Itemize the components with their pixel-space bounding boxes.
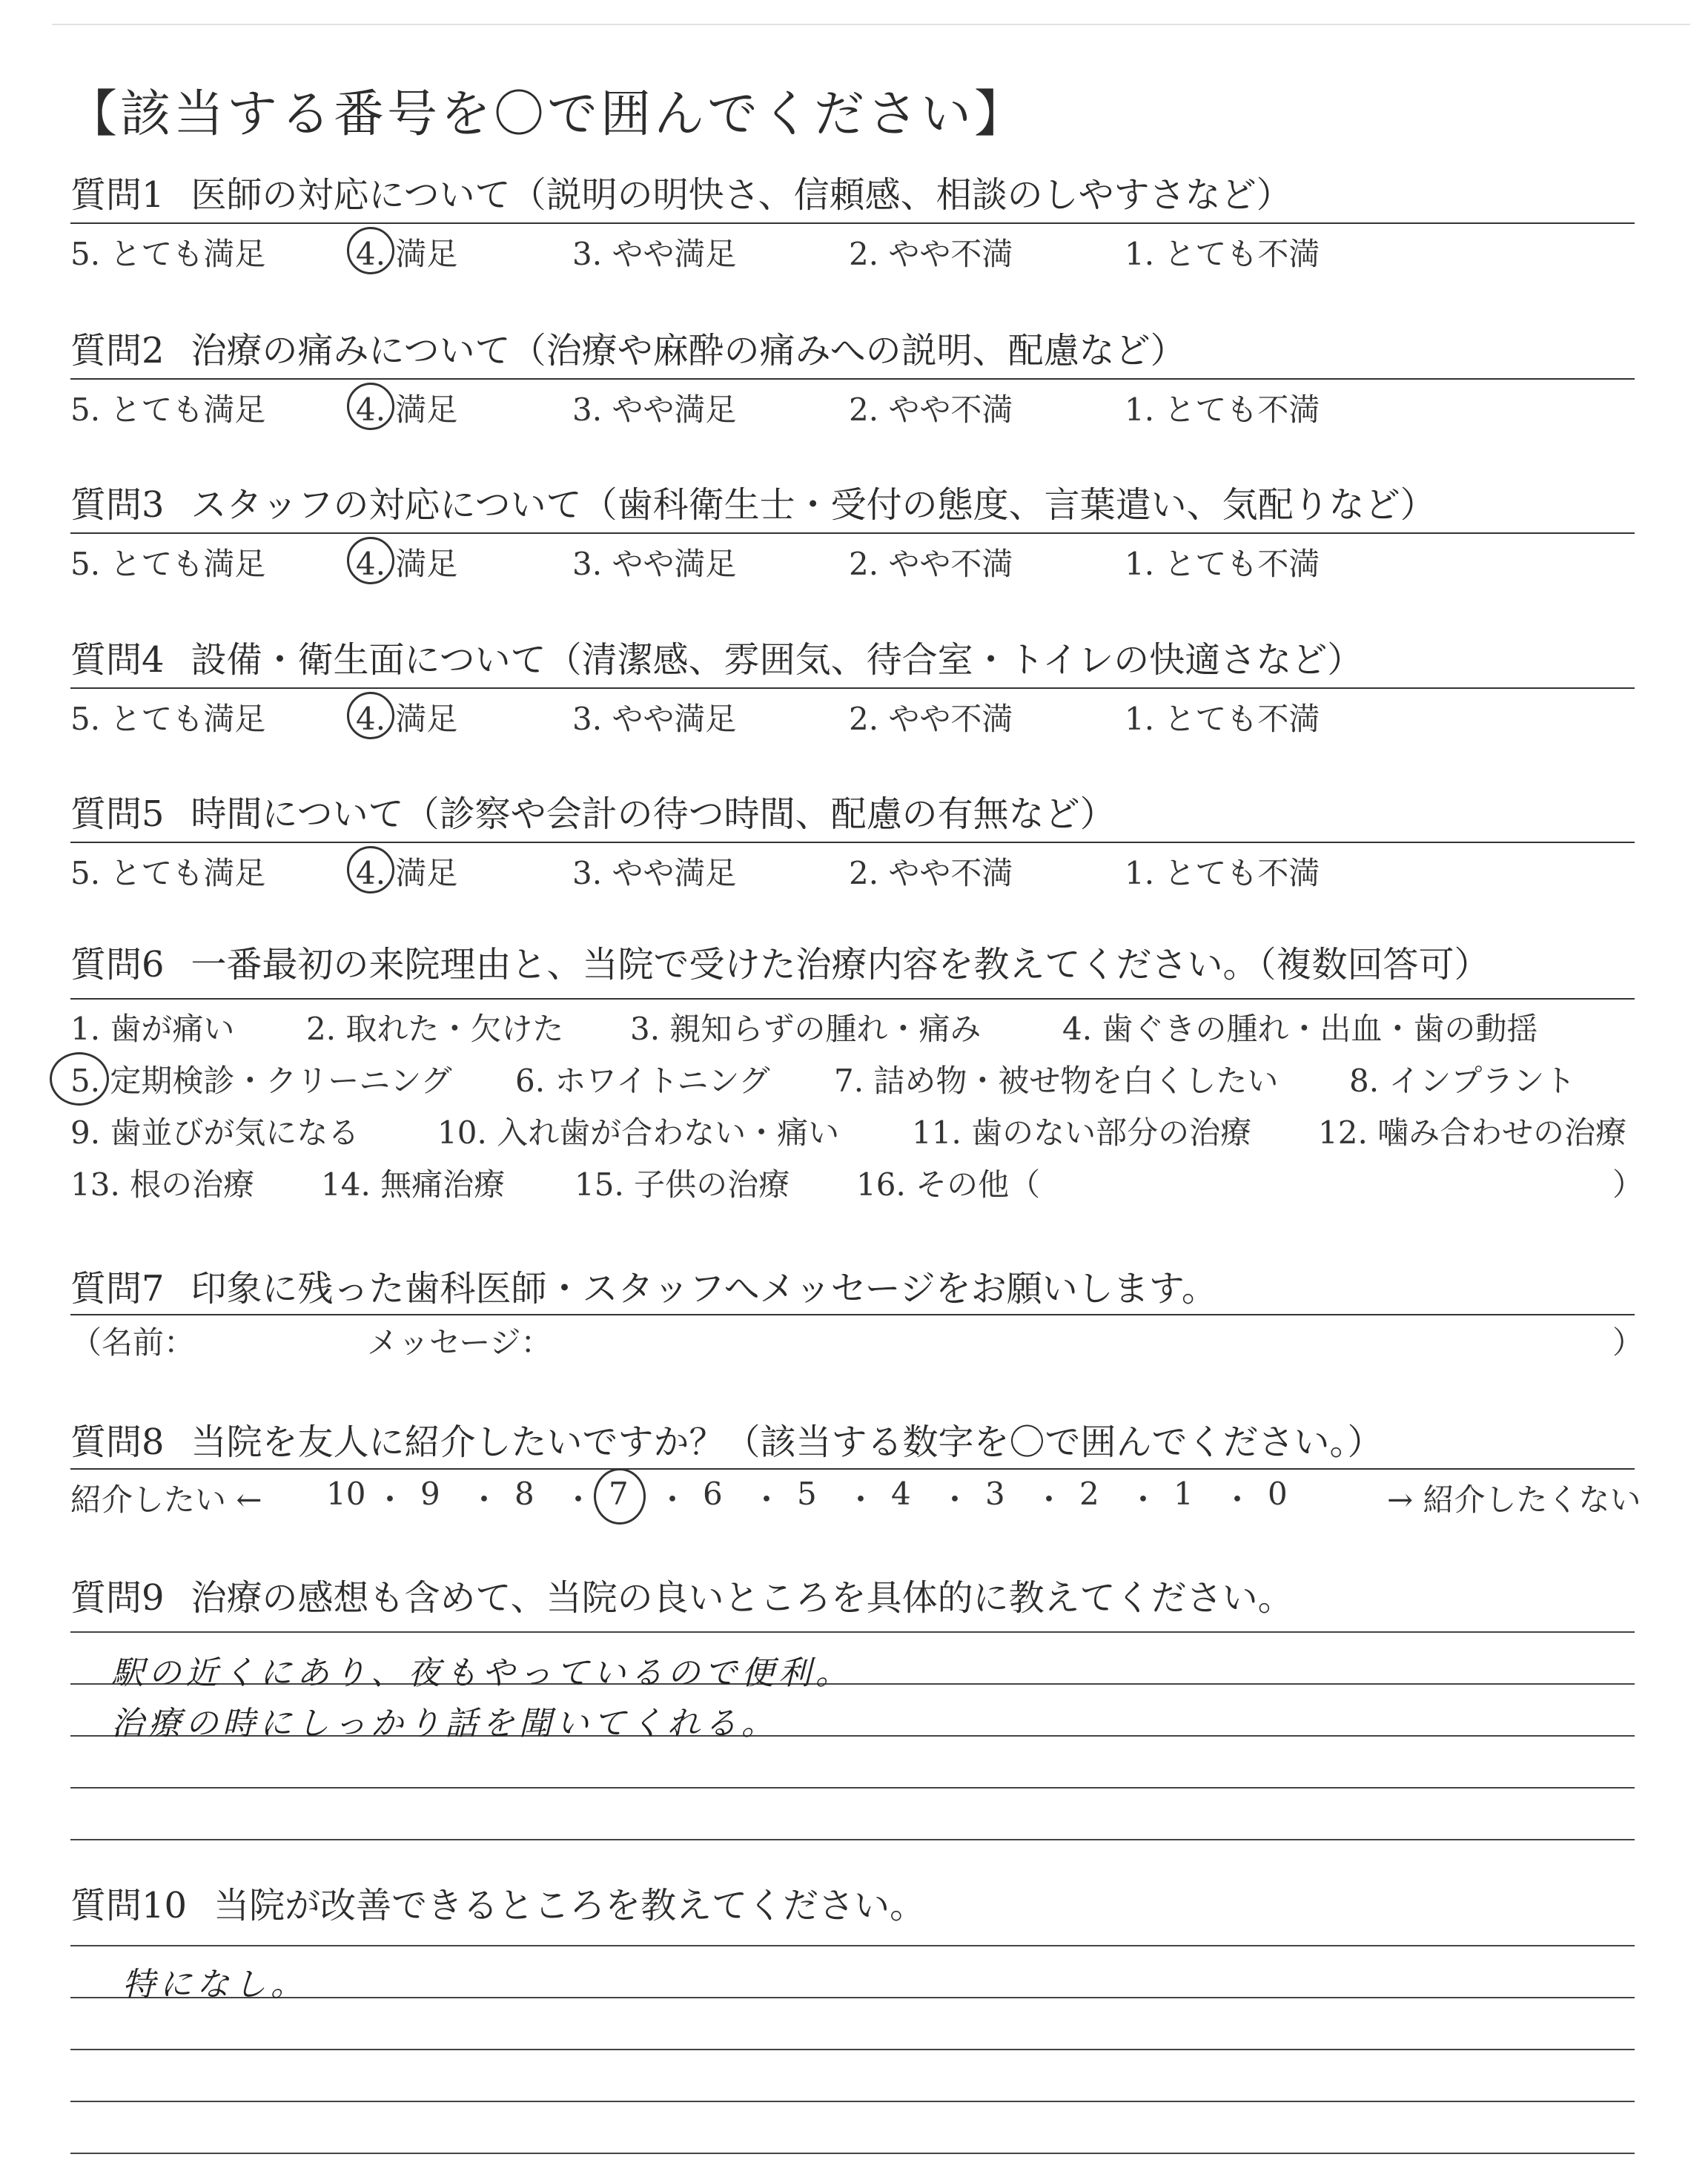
rating-option[interactable]: 3. やや満足 [572,546,737,582]
handwritten-answer: 駅の近くにあり、夜もやっているので便利。 [111,1654,853,1692]
q6-option[interactable]: 4. 歯ぐきの腫れ・出血・歯の動揺 [1062,1011,1538,1047]
scale-number[interactable]: 8 [514,1476,534,1512]
selection-circle [347,227,394,274]
rating-option[interactable]: 3. やや満足 [572,236,737,272]
question-6 [70,940,1635,989]
scale-number[interactable]: 10 [326,1476,366,1512]
scale-number[interactable]: 5 [797,1476,817,1512]
q6-option[interactable]: 14. 無痛治療 [321,1166,506,1203]
question-rule [70,687,1635,689]
answer-line [70,1839,1635,1840]
question-text: 時間について（診察や会計の待つ時間、配慮の有無など） [191,793,1116,835]
rating-option[interactable]: 1. とても不満 [1125,392,1320,428]
rating-option[interactable]: 5. とても満足 [70,701,266,737]
q6-option[interactable]: 9. 歯並びが気になる [70,1114,360,1151]
scale-separator: ・ [374,1482,406,1518]
rating-option[interactable]: 4. 満足 [356,701,458,737]
question-number: 質問4 [70,639,165,681]
selection-circle [594,1468,646,1525]
rating-option[interactable]: 2. やや不満 [849,236,1013,272]
scale-number[interactable]: 2 [1079,1476,1099,1512]
selection-circle [347,692,394,739]
question-text: スタッフの対応について（歯科衛生士・受付の態度、言葉遣い、気配りなど） [191,484,1436,526]
question-rule [70,842,1635,843]
question-number: 質問3 [70,484,165,526]
selection-circle [347,846,394,894]
scale-separator: ・ [751,1482,783,1518]
rating-option[interactable]: 2. やや不満 [849,392,1013,428]
selection-circle [347,383,394,430]
question-rule [70,1314,1635,1315]
answer-line [70,1945,1635,1946]
question-text: 当院が改善できるところを教えてください。 [214,1885,926,1926]
question-3 [70,480,1635,529]
q6-close-paren: ） [1612,1166,1644,1203]
question-number: 質問7 [70,1268,165,1309]
question-rule [70,998,1635,1000]
rating-option[interactable]: 4. 満足 [356,855,458,891]
rating-option[interactable]: 3. やや満足 [572,855,737,891]
scale-number[interactable]: 7 [609,1476,629,1512]
scale-number[interactable]: 6 [703,1476,723,1512]
question-number: 質問8 [70,1421,165,1463]
scale-number[interactable]: 9 [420,1476,440,1512]
q6-option[interactable]: 3. 親知らずの腫れ・痛み [630,1011,982,1047]
q6-option[interactable]: 13. 根の治療 [70,1166,255,1203]
question-number: 質問6 [70,944,165,985]
question-7 [70,1264,1635,1313]
q6-option[interactable]: 1. 歯が痛い [70,1011,235,1047]
question-1 [70,171,1635,219]
scale-separator: ・ [563,1482,595,1518]
message-field-label: メッセージ： [367,1324,552,1361]
question-text: 印象に残った歯科医師・スタッフへメッセージをお願いします。 [191,1268,1217,1309]
question-text: 医師の対応について（説明の明快さ、信頼感、相談のしやすさなど） [191,174,1292,216]
handwritten-answer: 特になし。 [122,1966,308,2004]
form-title: 【該当する番号を〇で囲んでください】 [67,85,1028,144]
rating-option[interactable]: 5. とても満足 [70,855,266,891]
question-rule [70,532,1635,534]
q6-option[interactable]: 2. 取れた・欠けた [306,1011,564,1047]
scale-separator: ・ [657,1482,689,1518]
scale-separator: ・ [845,1482,877,1518]
question-text: 設備・衛生面について（清潔感、雰囲気、待合室・トイレの快適さなど） [191,639,1363,681]
q6-option[interactable]: 16. その他（ [856,1166,1041,1203]
question-number: 質問5 [70,793,165,835]
scale-separator: ・ [1128,1482,1159,1518]
scale-separator: ・ [939,1482,971,1518]
rating-option[interactable]: 1. とても不満 [1125,701,1320,737]
question-rule [70,222,1635,224]
top-border [52,24,1690,25]
answer-line [70,2049,1635,2050]
q6-option[interactable]: 6. ホワイトニング [515,1063,770,1099]
rating-option[interactable]: 2. やや不満 [849,546,1013,582]
question-10 [70,1881,1635,1930]
question-text: 治療の感想も含めて、当院の良いところを具体的に教えてください。 [191,1577,1294,1619]
answer-line [70,1787,1635,1789]
scale-number[interactable]: 3 [985,1476,1005,1512]
question-2 [70,326,1635,375]
rating-option[interactable]: 3. やや満足 [572,392,737,428]
rating-option[interactable]: 1. とても不満 [1125,236,1320,272]
answer-line [70,1631,1635,1633]
scale-left-label: 紹介したい ← [70,1482,262,1518]
scale-right-label: → 紹介したくない [1387,1482,1641,1518]
scale-separator: ・ [1033,1482,1065,1518]
scale-separator: ・ [469,1482,500,1518]
scale-number[interactable]: 0 [1268,1476,1288,1512]
rating-option[interactable]: 5. とても満足 [70,392,266,428]
question-text: 一番最初の来院理由と、当院で受けた治療内容を教えてください。（複数回答可） [191,944,1490,985]
question-rule [70,1468,1635,1470]
question-rule [70,378,1635,380]
question-number: 質問9 [70,1577,165,1619]
q6-option[interactable]: 12. 噛み合わせの治療 [1318,1114,1627,1151]
question-number: 質問2 [70,330,165,371]
question-number: 質問1 [70,174,165,216]
q6-option[interactable]: 10. 入れ歯が合わない・痛い [437,1114,840,1151]
selection-circle [50,1052,109,1106]
rating-option[interactable]: 1. とても不満 [1125,855,1320,891]
q6-option[interactable]: 5. 定期検診・クリーニング [70,1063,452,1099]
question-text: 当院を友人に紹介したいですか？（該当する数字を〇で囲んでください。） [191,1421,1383,1463]
question-number: 質問10 [70,1885,188,1926]
scale-separator: ・ [1222,1482,1254,1518]
answer-line [70,2101,1635,2102]
rating-option[interactable]: 2. やや不満 [849,855,1013,891]
handwritten-answer: 治療の時にしっかり話を聞いてくれる。 [111,1705,778,1743]
rating-option[interactable]: 5. とても満足 [70,546,266,582]
q6-option[interactable]: 15. 子供の治療 [575,1166,790,1203]
rating-option[interactable]: 5. とても満足 [70,236,266,272]
q6-option[interactable]: 7. 詰め物・被せ物を白くしたい [834,1063,1279,1099]
rating-option[interactable]: 4. 満足 [356,392,458,428]
name-field-label: （名前： [70,1324,196,1361]
q6-option[interactable]: 11. 歯のない部分の治療 [912,1114,1252,1151]
question-text: 治療の痛みについて（治療や麻酔の痛みへの説明、配慮など） [191,330,1186,371]
scale-number[interactable]: 4 [891,1476,911,1512]
selection-circle [347,537,394,584]
q6-option[interactable]: 8. インプラント [1349,1063,1576,1099]
question-8 [70,1418,1635,1467]
scale-number[interactable]: 1 [1174,1476,1194,1512]
answer-line [70,2153,1635,2154]
rating-option[interactable]: 4. 満足 [356,546,458,582]
question-4 [70,635,1635,684]
q7-close-paren: ） [1612,1324,1644,1361]
question-5 [70,790,1635,839]
rating-option[interactable]: 1. とても不満 [1125,546,1320,582]
rating-option[interactable]: 2. やや不満 [849,701,1013,737]
rating-option[interactable]: 4. 満足 [356,236,458,272]
rating-option[interactable]: 3. やや満足 [572,701,737,737]
question-9 [70,1573,1635,1622]
